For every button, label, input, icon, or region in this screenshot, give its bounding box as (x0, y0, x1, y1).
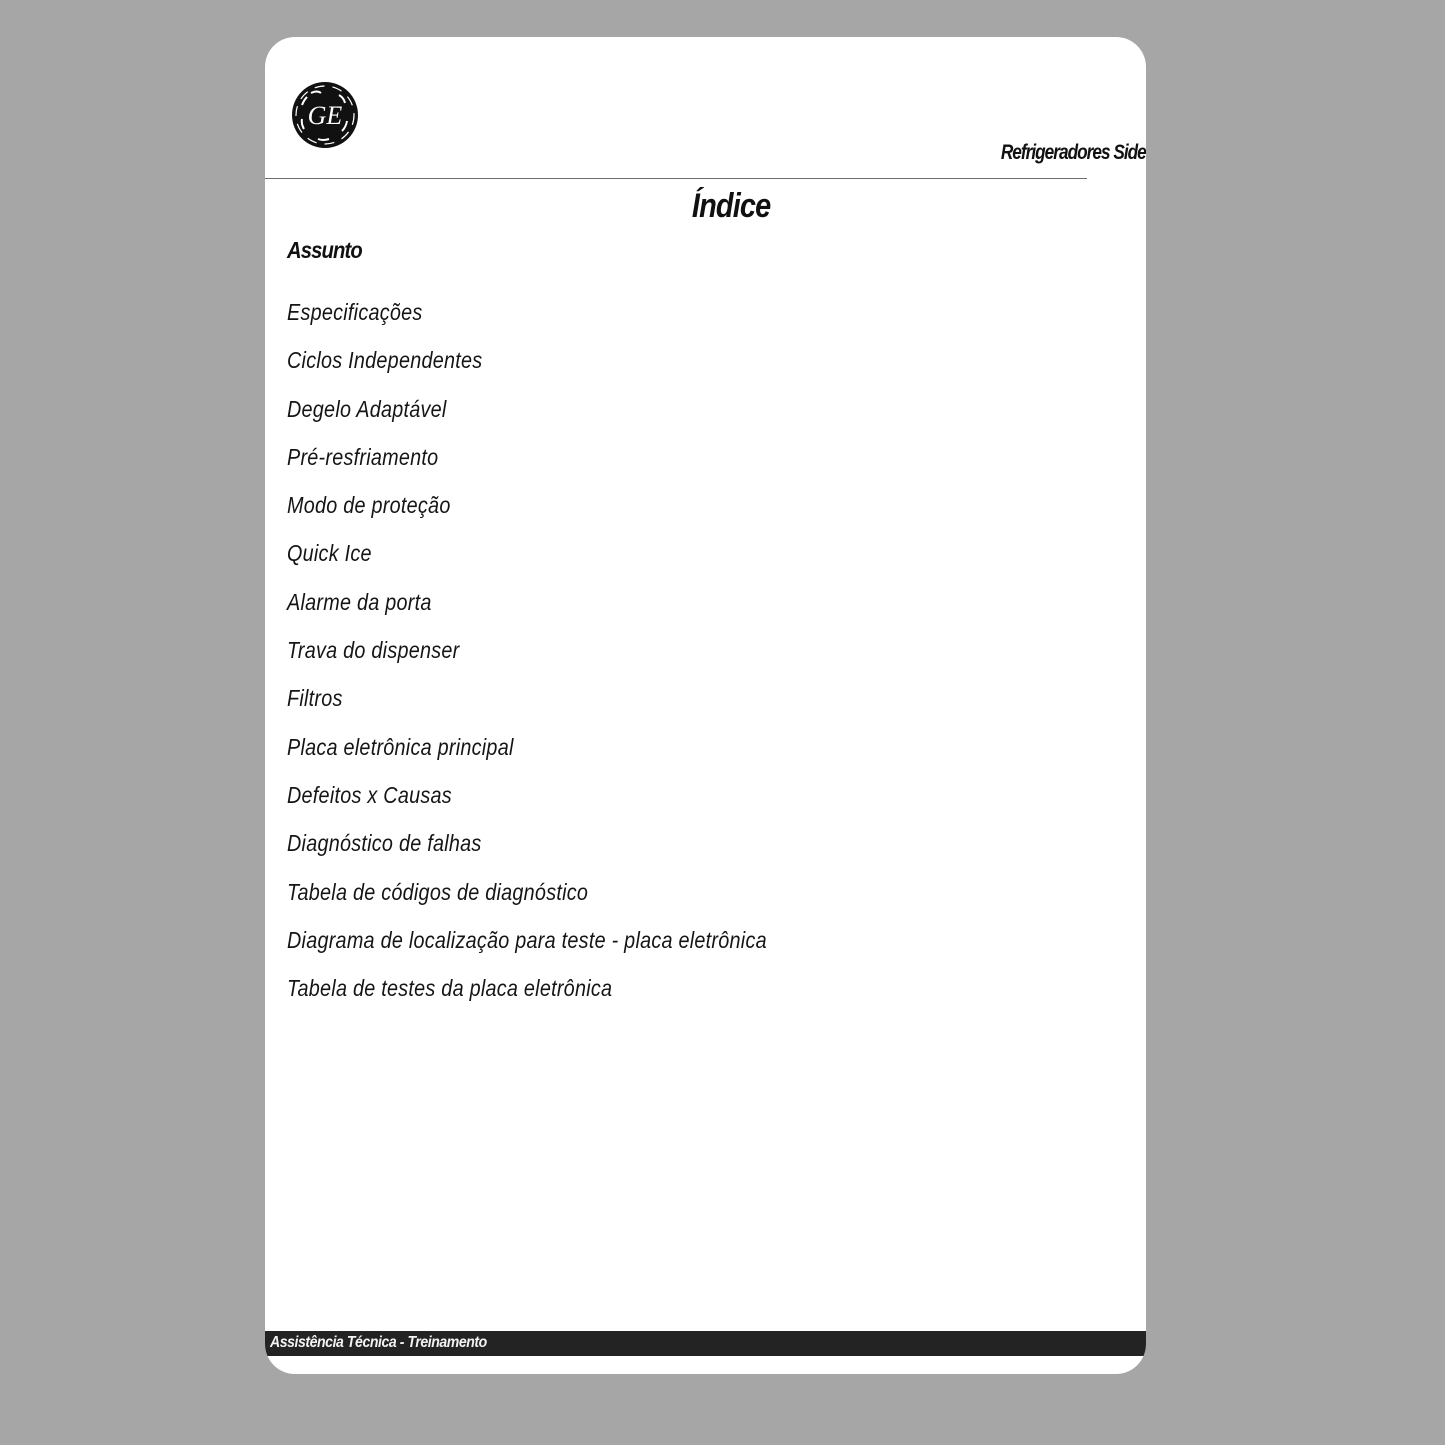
toc-item[interactable]: Modo de proteção (287, 492, 451, 519)
svg-text:GE: GE (307, 101, 343, 130)
table-of-contents (287, 295, 845, 1019)
page-title (265, 187, 1146, 226)
toc-item[interactable]: Trava do dispenser (287, 637, 460, 664)
page-title-text: Índice (692, 187, 771, 225)
document-page (265, 37, 1146, 1374)
toc-item[interactable]: Defeitos x Causas (287, 781, 452, 808)
toc-item[interactable]: Diagrama de localização para teste - placa eletrônica (287, 926, 767, 953)
toc-item[interactable]: Tabela de testes da placa eletrônica (287, 975, 613, 1002)
toc-item[interactable]: Degelo Adaptável (287, 395, 447, 422)
toc-item[interactable]: Tabela de códigos de diagnóstico (287, 878, 589, 905)
footer-bar (265, 1331, 1146, 1356)
ge-logo-icon (291, 81, 359, 149)
toc-item[interactable]: Placa eletrônica principal (287, 733, 514, 760)
toc-item[interactable]: Pré-resfriamento (287, 443, 439, 470)
toc-item[interactable]: Especificações (287, 299, 423, 325)
document-header-title: Refrigeradores Side (1001, 141, 1146, 164)
header-divider (265, 178, 1087, 179)
toc-item[interactable]: Alarme da porta (287, 588, 432, 615)
toc-item[interactable]: Ciclos Independentes (287, 347, 483, 374)
toc-item[interactable]: Quick Ice (287, 540, 372, 567)
subject-column-label: Assunto (287, 237, 362, 263)
toc-item[interactable]: Filtros (287, 685, 343, 712)
toc-item[interactable]: Diagnóstico de falhas (287, 830, 482, 857)
footer-text: Assistência Técnica - Treinamento (270, 1334, 487, 1351)
